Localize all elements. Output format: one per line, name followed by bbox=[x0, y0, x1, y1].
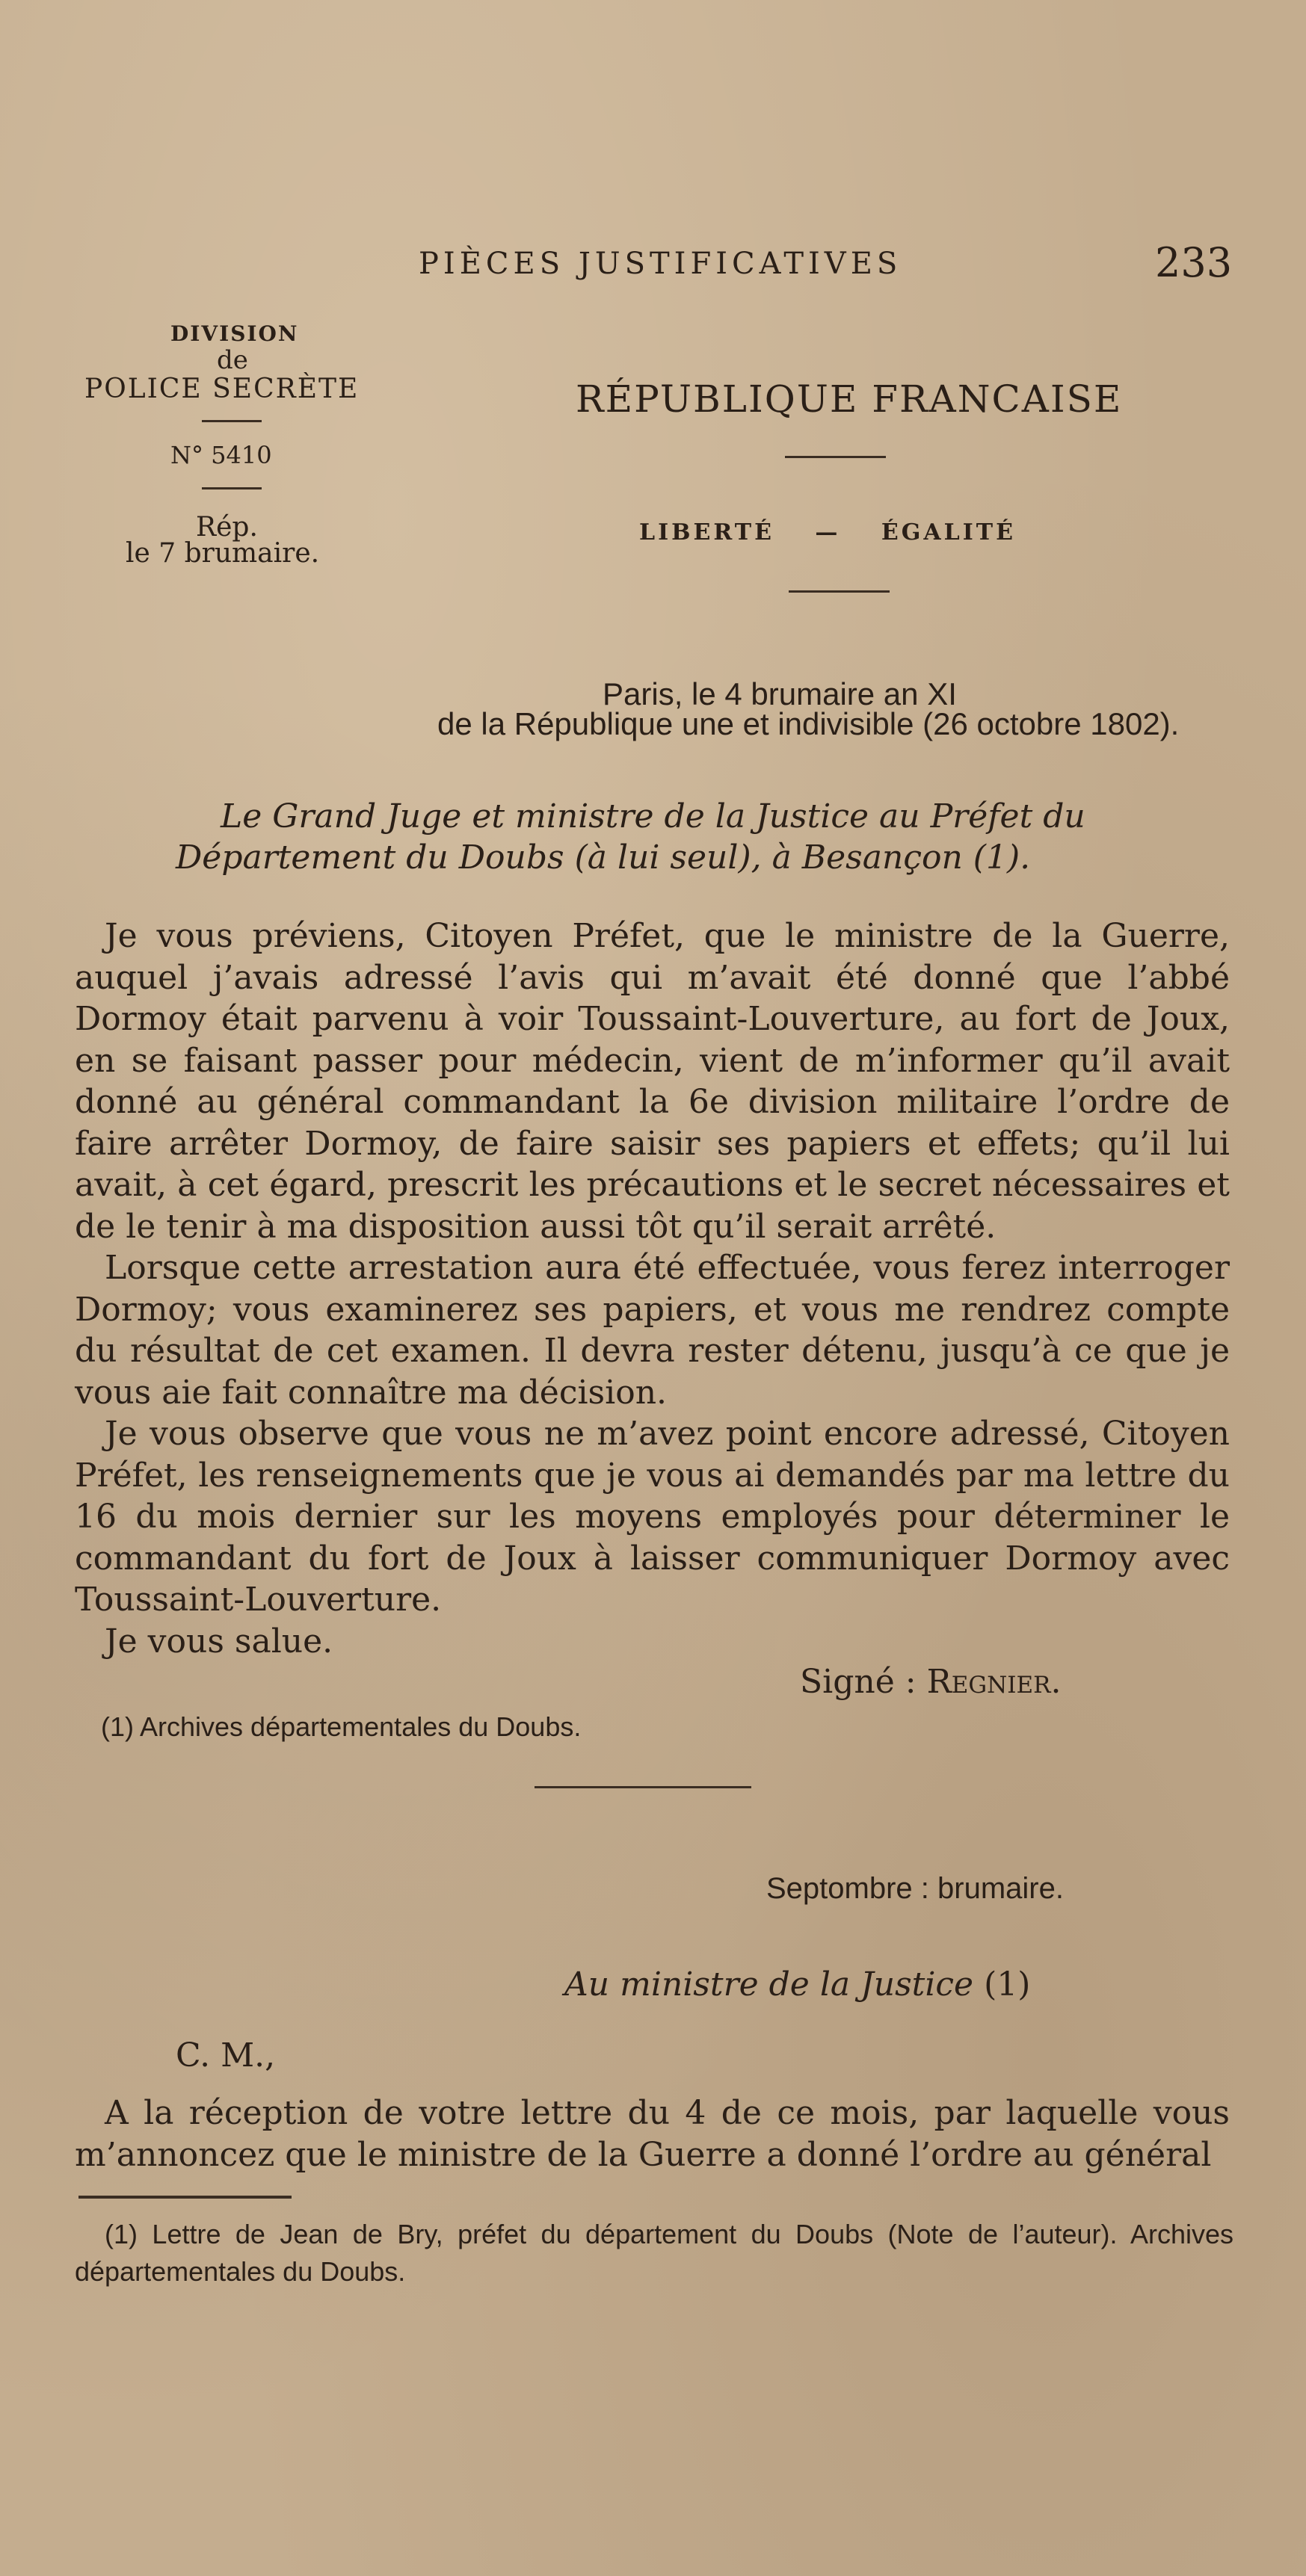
page-number: 233 bbox=[1155, 239, 1233, 286]
letter-body bbox=[75, 915, 1230, 1662]
division-police: POLICE SECRÈTE bbox=[84, 374, 360, 404]
division-number: N° 5410 bbox=[170, 441, 272, 469]
letter2-body bbox=[75, 2092, 1230, 2176]
dateline-1: Paris, le 4 brumaire an XI bbox=[603, 676, 957, 711]
signed-prefix: Signé : bbox=[800, 1663, 917, 1701]
divider bbox=[785, 456, 886, 458]
divider bbox=[535, 1786, 751, 1788]
division-date: le 7 brumaire. bbox=[126, 538, 320, 569]
addressee-text: Au ministre de la Justice bbox=[564, 1965, 974, 2004]
dateline-2: de la République une et indivisible (26 octobre 1802). bbox=[437, 706, 1180, 741]
footnote: (1) Archives départementales du Doubs. bbox=[101, 1711, 582, 1742]
letter2-date: Septombre : brumaire. bbox=[766, 1872, 1064, 1905]
letterhead-republic: RÉPUBLIQUE FRANCAISE bbox=[576, 377, 1123, 421]
division-de: de bbox=[217, 345, 248, 375]
paragraph: Lorsque cette arrestation aura été effectuée, vous ferez interroger Dormoy; vous examinerez ses papiers, et vous me rendrez compte du résultat de cet examen. Il devra rester détenu, jusqu’à ce que je vous aie fait connaître ma décision. bbox=[75, 1249, 1230, 1412]
letter2-addressee bbox=[564, 1965, 1030, 2004]
salutation: C. M., bbox=[176, 2036, 276, 2075]
signature-line bbox=[800, 1663, 1061, 1701]
footnote-rule bbox=[78, 2196, 292, 2199]
letterhead-motto bbox=[639, 519, 1016, 546]
addressee-note: (1) bbox=[984, 1965, 1031, 2004]
motto-egalite: ÉGALITÉ bbox=[881, 519, 1016, 546]
division-rep: Rép. bbox=[196, 512, 258, 543]
divider bbox=[202, 420, 262, 422]
paragraph: A la réception de votre lettre du 4 de ce mois, par laquelle vous m’annoncez que le ministre de la Guerre a donné l’ordre au général bbox=[75, 2094, 1230, 2174]
motto-dash: — bbox=[815, 519, 841, 546]
paragraph: Je vous salue. bbox=[105, 1622, 333, 1661]
divider bbox=[789, 590, 890, 593]
footnote: (1) Lettre de Jean de Bry, préfet du département du Doubs (Note de l’auteur). Archives départementales du Doubs. bbox=[75, 2219, 1233, 2287]
motto-liberte: LIBERTÉ bbox=[639, 519, 774, 546]
divider bbox=[202, 487, 262, 489]
paragraph: Je vous observe que vous ne m’avez point encore adressé, Citoyen Préfet, les renseignements que je vous ai demandés par ma lettre du 16 du mois dernier sur les moyens employés pour déterminer le commandant du fort de Joux à laisser communiquer Dormoy avec Toussaint-Louverture. bbox=[75, 1415, 1230, 1619]
letter-address: Le Grand Juge et ministre de la Justice au Préfet du Département du Doubs (à lui seul), à Besançon (1). bbox=[176, 797, 1085, 877]
signed-name: Regnier. bbox=[926, 1663, 1062, 1701]
running-title: PIÈCES JUSTIFICATIVES bbox=[419, 247, 902, 281]
division-label: DIVISION bbox=[170, 321, 299, 346]
paragraph: Je vous préviens, Citoyen Préfet, que le ministre de la Guerre, auquel j’avais adressé l’avis qui m’avait été donné que l’abbé Dormoy était parvenu à voir Toussaint-Louverture, au fort de Joux, en se faisant passer pour médecin, vient de m’informer qu’il avait donné au général commandant la 6e division militaire l’ordre de faire arrêter Dormoy, de faire saisir ses papiers et effets; qu’il lui avait, à cet égard, prescrit les précautions et le secret nécessaires et de le tenir à ma disposition aussi tôt qu’il serait arrêté. bbox=[75, 917, 1230, 1246]
